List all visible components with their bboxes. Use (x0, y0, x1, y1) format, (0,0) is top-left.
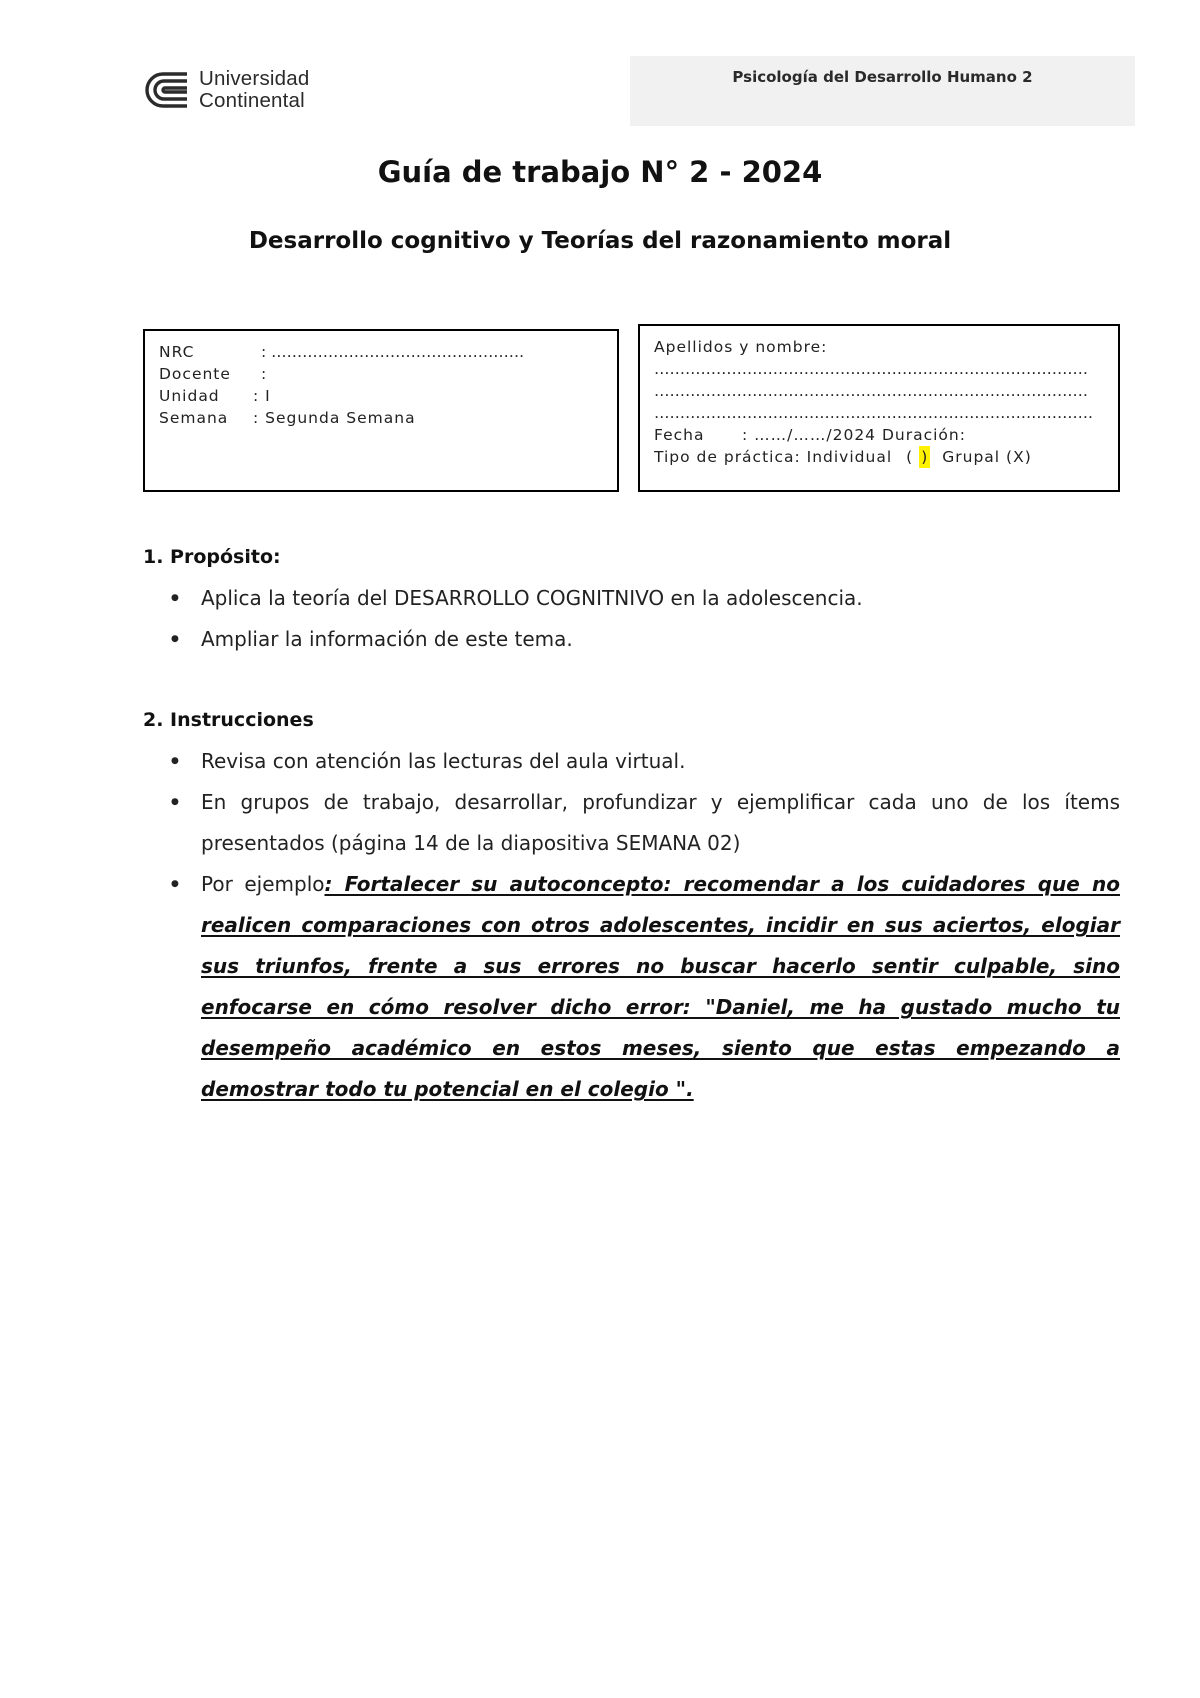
course-header-box (630, 56, 1135, 126)
name-line-3 (654, 402, 1118, 424)
nrc-value: : …………………………………………. (261, 343, 525, 361)
student-info-box (638, 324, 1120, 492)
section-proposito-heading: 1. Propósito: (143, 546, 281, 568)
name-dots-3: …………………………………………………………………………. (654, 404, 1093, 422)
proposito-list (170, 578, 1120, 660)
example-text: : Fortalecer su autoconcepto: recomendar a los cuidadores que no realicen comparaciones con otros adolescentes, incidir en sus aciertos, elogiar sus triunfos, frente a sus errores no buscar hacerlo sentir culpable, sino enfocarse en cómo resolver dicho error: "Daniel, me ha gustado mucho tu desempeño académico en estos meses, siento que estas empezando a demostrar todo tu potencial en el colegio ". (201, 872, 1120, 1101)
course-info-box (143, 329, 619, 492)
name-line-2 (654, 380, 1118, 402)
tipo-row (654, 446, 1118, 468)
tipo-open-paren: ( (906, 448, 914, 466)
fecha-row (654, 424, 1118, 446)
unidad-value: : I (253, 387, 271, 405)
semana-value: : Segunda Semana (253, 409, 416, 427)
university-logo (143, 68, 309, 112)
docente-row (159, 363, 617, 385)
example-lead: Por ejemplo (201, 872, 325, 896)
name-dots-2: ………………………………………………………………………… (654, 382, 1088, 400)
unidad-row (159, 385, 617, 407)
tipo-label: Tipo de práctica: Individual (654, 448, 893, 466)
name-dots-1: ………………………………………………………………………… (654, 360, 1088, 378)
name-line-1 (654, 358, 1118, 380)
nrc-row (159, 341, 617, 363)
section-instrucciones-heading: 2. Instrucciones (143, 709, 314, 731)
list-item: ● Ampliar la información de este tema. (170, 619, 1120, 660)
course-name: Psicología del Desarrollo Humano 2 (732, 68, 1033, 86)
document-subtitle: Desarrollo cognitivo y Teorías del razonamiento moral (248, 228, 952, 254)
tipo-highlight: ) (921, 448, 929, 466)
apellidos-row (654, 336, 1118, 358)
unidad-label: Unidad (159, 387, 220, 405)
list-item: ● En grupos de trabajo, desarrollar, profundizar y ejemplificar cada uno de los ítems presentados (página 14 de la diapositiva SEMANA 02) (170, 782, 1120, 864)
docente-value: : (261, 365, 268, 383)
logo-line1: Universidad (199, 67, 310, 90)
logo-line2: Continental (199, 89, 305, 112)
logo-mark-icon (143, 70, 189, 110)
list-item: ● Aplica la teoría del DESARROLLO COGNITNIVO en la adolescencia. (170, 578, 1120, 619)
list-item-example (170, 864, 1120, 1110)
semana-label: Semana (159, 409, 229, 427)
list-item: ● Revisa con atención las lecturas del aula virtual. (170, 741, 1120, 782)
docente-label: Docente (159, 365, 231, 383)
apellidos-label: Apellidos y nombre: (654, 338, 828, 356)
nrc-label: NRC (159, 343, 195, 361)
tipo-grupal: Grupal (X) (942, 448, 1032, 466)
document-title: Guía de trabajo N° 2 - 2024 (377, 155, 823, 189)
fecha-value: : ……/……/2024 Duración: (742, 426, 966, 444)
fecha-label: Fecha (654, 426, 705, 444)
instrucciones-list (170, 741, 1120, 1110)
semana-row (159, 407, 617, 429)
